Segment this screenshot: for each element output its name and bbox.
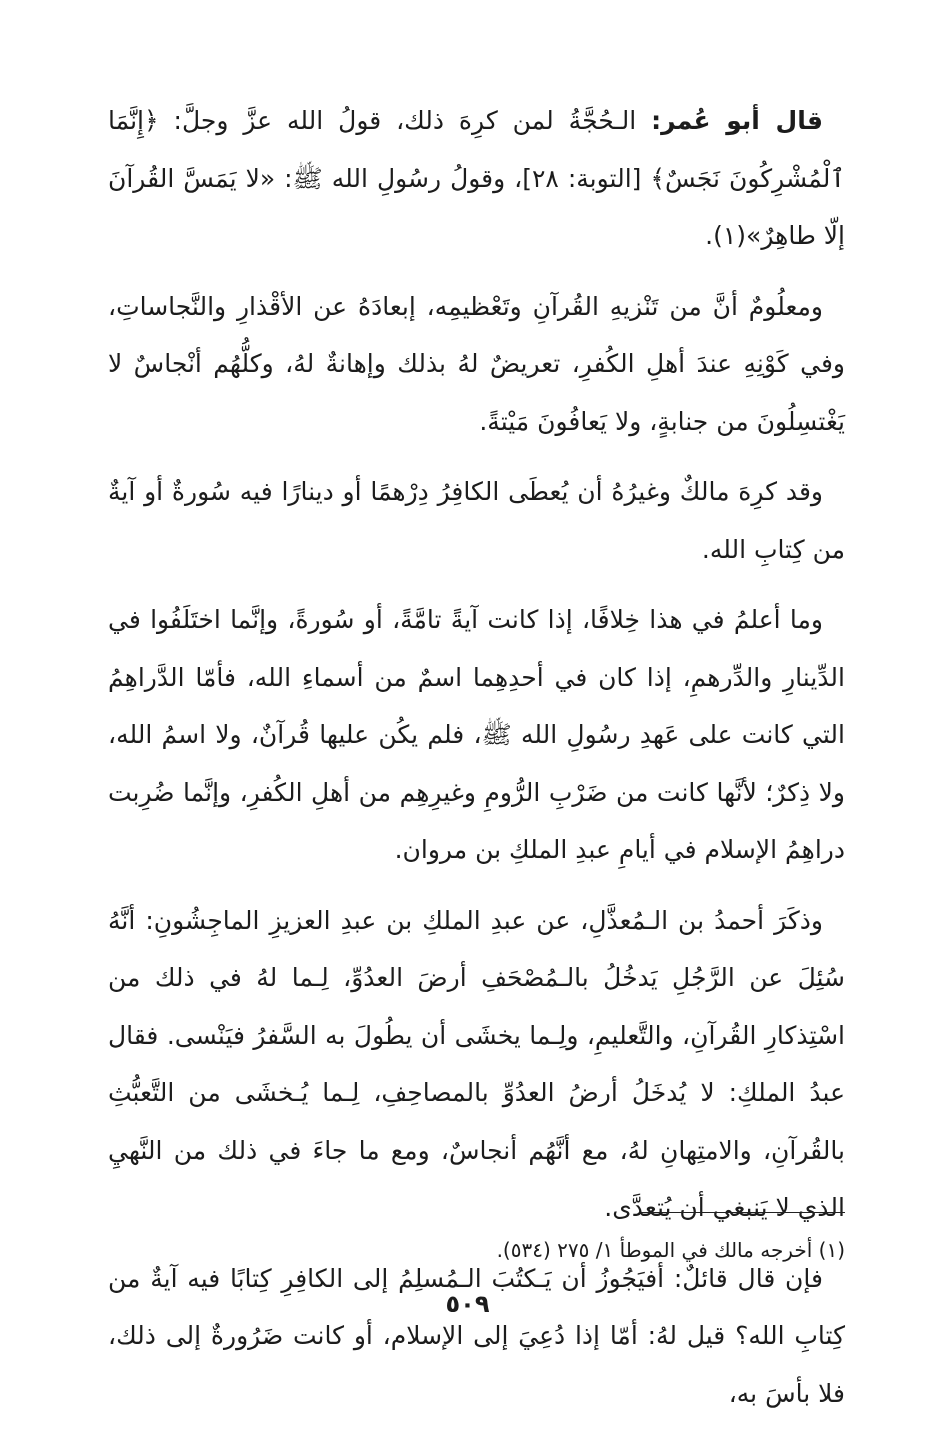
paragraph-1-text: الـحُجَّةُ لمن كرِهَ ذلك، قولُ الله عزَّ وجلَّ: ﴿إِنَّمَا ٱلْمُشْرِكُونَ نَجَسٌ﴾ [التوبة: ٢٨]، وقولُ رسُولِ الله ﷺ: «لا يَمَسَّ القُرآنَ إلّا طاهِرٌ»(١). — [108, 106, 845, 250]
paragraph-6: فإن قال قائلٌ: أفيَجُوزُ أن يَـكتُبَ الـمُسلِمُ إلى الكافِرِ كِتابًا فيه آيةٌ من كِتابِ الله؟ قيل لهُ: أمّا إذا دُعِيَ إلى الإسلام، أو كانت ضَرُورةٌ إلى ذلك، فلا بأسَ به، — [108, 1263, 845, 1408]
paragraph-2: ومعلُومٌ أنَّ من تَنْزيهِ القُرآنِ وتَعْظيمِه، إبعادَهُ عن الأقْذارِ والنَّجاساتِ، وفي كَوْنِهِ عندَ أهلِ الكُفرِ، تعريضٌ لهُ بذلك وإهانةٌ لهُ، وكلُّهُم أنْجاسٌ لا يَغْتسِلُونَ من جنابةٍ، ولا يَعافُونَ مَيْتةً. — [108, 291, 845, 436]
paragraph-5: وذكَرَ أحمدُ بن الـمُعذَّلِ، عن عبدِ الملكِ بن عبدِ العزيزِ الماجِشُونِ: أنَّهُ سُئِلَ عن الرَّجُلِ يَدخُلُ بالـمُصْحَفِ أرضَ العدُوِّ، لِـما لهُ في ذلك من اسْتِذكارِ القُرآنِ، والتَّعليمِ، ولِـما يخشَى أن يطُولَ به السَّفرُ فيَنْسى. فقال عبدُ الملكِ: لا يُدخَلُ أرضُ العدُوِّ بالمصاحِفِ، لِـما يُـخشَى من التَّعبُّثِ بالقُرآنِ، والامتِهانِ لهُ، مع أنَّهُم أنجاسٌ، ومع ما جاءَ في ذلك من النَّهيِ الذي لا يَنبغي أن يُتعدَّى. — [108, 905, 845, 1222]
paragraph-3: وقد كرِهَ مالكٌ وغيرُهُ أن يُعطَى الكافِرُ دِرْهمًا أو دينارًا فيه سُورةٌ أو آيةٌ من كِتابِ الله. — [108, 477, 845, 564]
footnote: (١) أخرجه مالك في الموطأ ١/ ٢٧٥ (٥٣٤). — [496, 1238, 845, 1262]
footnote-divider — [640, 1212, 845, 1213]
paragraph-4: وما أعلمُ في هذا خِلافًا، إذا كانت آيةً تامَّةً، أو سُورةً، وإنَّما اختَلَفُوا في الدِّينارِ والدِّرهمِ، إذا كان في أحدِهِما اسمٌ من أسماءِ الله، فأمّا الدَّراهِمُ التي كانت على عَهدِ رسُولِ الله ﷺ، فلم يكُن عليها قُرآنٌ، ولا اسمُ الله، ولا ذِكرٌ؛ لأنَّها كانت من ضَرْبِ الرُّومِ وغيرِهِم من أهلِ الكُفرِ، وإنَّما ضُرِبت دراهِمُ الإسلام في أيامِ عبدِ الملكِ بن مروان. — [108, 605, 845, 864]
paragraph-1 — [108, 92, 845, 265]
speaker-label: قال أبو عُمر: — [651, 106, 823, 135]
page-number: ٥٠٩ — [445, 1290, 490, 1318]
